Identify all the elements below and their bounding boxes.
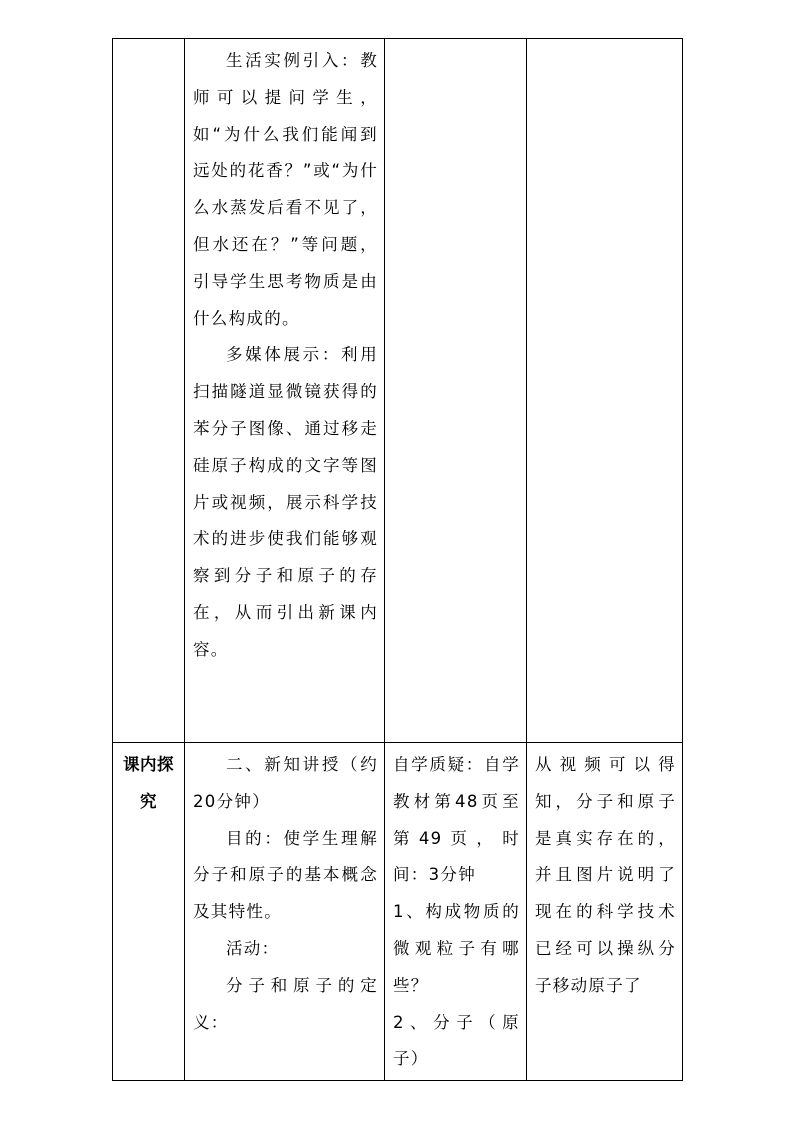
paragraph-question-2: 2、分子（原子） xyxy=(393,1012,520,1069)
lesson-plan-table xyxy=(112,38,683,1081)
paragraph-goal: 目的：使学生理解分子和原子的基本概念及其特性。 xyxy=(193,828,378,922)
table-row xyxy=(113,39,683,743)
paragraph-self-study: 自学质疑：自学教材第48页至第49页，时间：3分钟 xyxy=(393,755,520,885)
paragraph-life-example: 生活实例引入：教师可以提问学生，如“为什么我们能闻到远处的花香？”或“为什么水蒸发后看不见了，但水还在？”等问题，引导学生思考物质是由什么构成的。 xyxy=(193,51,378,328)
stage-label xyxy=(113,39,184,43)
teacher-activity-cell xyxy=(185,743,385,1081)
stage-cell xyxy=(113,743,185,1081)
student-activity-cell xyxy=(385,39,527,743)
paragraph-new-knowledge: 二、新知讲授（约20分钟） xyxy=(193,755,378,811)
teacher-activity-cell xyxy=(185,39,385,743)
stage-cell xyxy=(113,39,185,743)
stage-label: 课内探究 xyxy=(123,755,174,811)
design-intent-cell xyxy=(527,743,683,1081)
student-activity-cell xyxy=(385,743,527,1081)
paragraph-definition: 分子和原子的定义： xyxy=(193,975,378,1032)
paragraph-multimedia: 多媒体展示：利用扫描隧道显微镜获得的苯分子图像、通过移走硅原子构成的文字等图片或视频，展示科学技术的进步使我们能够观察到分子和原子的存在，从而引出新课内容。 xyxy=(193,345,378,659)
paragraph-intent: 从视频可以得知，分子和原子是真实存在的，并且图片说明了现在的科学技术已经可以操纵分子移动原子了 xyxy=(535,755,676,995)
design-intent-cell xyxy=(527,39,683,743)
paragraph-question-1: 1、构成物质的微观粒子有哪些？ xyxy=(393,902,520,995)
paragraph-activity: 活动： xyxy=(226,938,280,958)
table-row xyxy=(113,743,683,1081)
